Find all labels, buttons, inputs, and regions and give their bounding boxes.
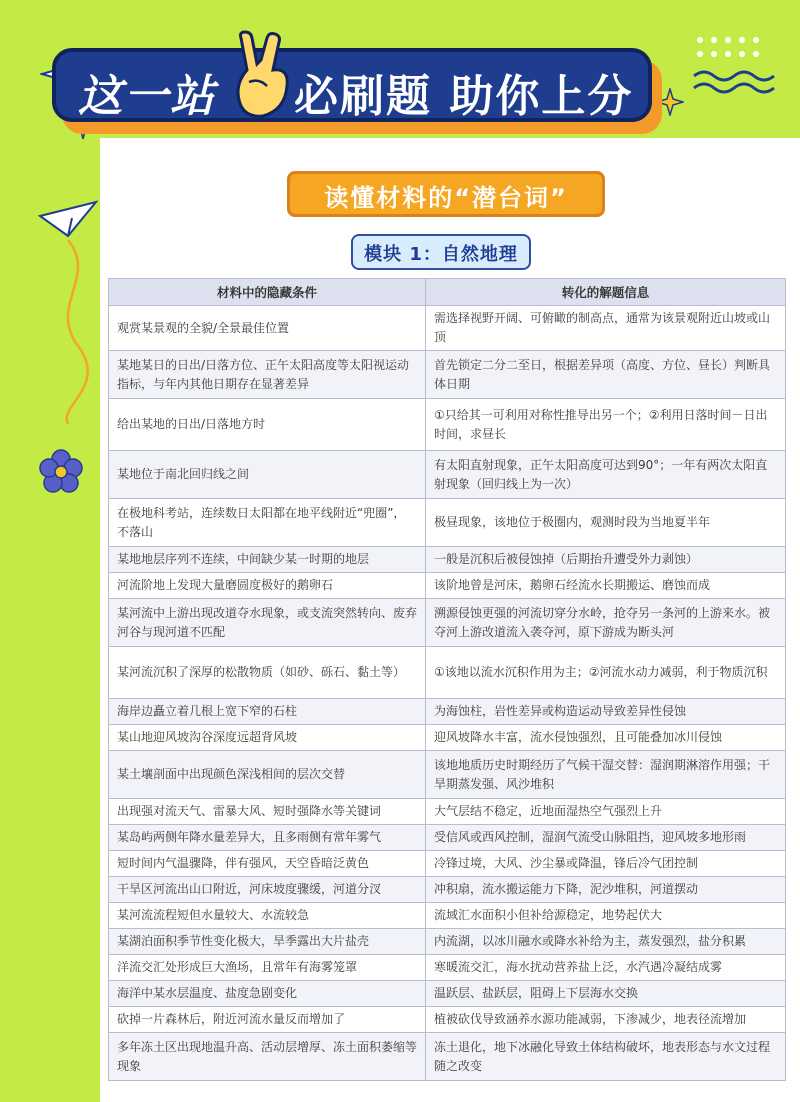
hidden-condition-cell: 河流阶地上发现大量磨圆度极好的鹅卵石 [109, 573, 426, 599]
solution-info-cell: 大气层结不稳定，近地面湿热空气强烈上升 [426, 799, 786, 825]
table-row [109, 799, 786, 825]
solution-info-cell: 受信风或西风控制，湿润气流受山脉阻挡，迎风坡多地形雨 [426, 825, 786, 851]
solution-info-cell: ①只给其一可利用对称性推导出另一个；②利用日落时间－日出时间，求昼长 [426, 399, 786, 451]
hidden-condition-cell: 海洋中某水层温度、盐度急剧变化 [109, 981, 426, 1007]
hidden-condition-cell: 某河流沉积了深厚的松散物质（如砂、砾石、黏土等） [109, 647, 426, 699]
solution-info-cell: 植被砍伐导致涵养水源功能减弱，下渗减少，地表径流增加 [426, 1007, 786, 1033]
table-row [109, 573, 786, 599]
table-row [109, 306, 786, 351]
table-row [109, 547, 786, 573]
module-label: 模块 1：自然地理 [364, 244, 518, 265]
hidden-condition-cell: 出现强对流天气、雷暴大风、短时强降水等关键词 [109, 799, 426, 825]
hidden-condition-cell: 干旱区河流出山口附近，河床坡度骤缓，河道分汊 [109, 877, 426, 903]
solution-info-cell: 溯源侵蚀更强的河流切穿分水岭，抢夺另一条河的上游来水。被夺河上游改道流入袭夺河，原下游成为断头河 [426, 599, 786, 647]
solution-info-cell: 寒暖流交汇，海水扰动营养盐上泛，水汽遇冷凝结成雾 [426, 955, 786, 981]
hidden-condition-cell: 多年冻土区出现地温升高、活动层增厚、冻土面积萎缩等现象 [109, 1033, 426, 1081]
module-label-box [351, 234, 531, 270]
solution-info-cell: 冲积扇，流水搬运能力下降，泥沙堆积，河道摆动 [426, 877, 786, 903]
table-row [109, 647, 786, 699]
banner-title-part1: 这一站 [78, 71, 216, 122]
solution-info-cell: 为海蚀柱，岩性差异或构造运动导致差异性侵蚀 [426, 699, 786, 725]
header-banner [52, 48, 664, 136]
hand-gesture-icon [227, 30, 297, 122]
hidden-condition-cell: 某地某日的日出/日落方位、正午太阳高度等太阳视运动指标，与年内其他日期存在显著差异 [109, 351, 426, 399]
hidden-condition-cell: 某岛屿两侧年降水量差异大，且多雨侧有常年雾气 [109, 825, 426, 851]
hidden-condition-cell: 某湖泊面积季节性变化极大，旱季露出大片盐壳 [109, 929, 426, 955]
solution-info-cell: 冻土退化，地下冰融化导致土体结构破坏，地表形态与水文过程随之改变 [426, 1033, 786, 1081]
paper-plane-icon [38, 196, 98, 426]
solution-info-cell: 首先锁定二分二至日，根据差异项（高度、方位、昼长）判断具体日期 [426, 351, 786, 399]
table-row [109, 725, 786, 751]
solution-info-cell: 冷锋过境，大风、沙尘暴或降温，锋后冷气团控制 [426, 851, 786, 877]
solution-info-cell: 需选择视野开阔、可俯瞰的制高点，通常为该景观附近山坡或山顶 [426, 306, 786, 351]
hidden-condition-cell: 给出某地的日出/日落地方时 [109, 399, 426, 451]
table-row [109, 399, 786, 451]
section-title-box [287, 171, 605, 217]
solution-info-cell: 有太阳直射现象，正午太阳高度可达到90°；一年有两次太阳直射现象（回归线上为一次） [426, 451, 786, 499]
table-row [109, 1007, 786, 1033]
section-title: 读懂材料的“潜台词” [324, 184, 568, 212]
hidden-condition-cell: 在极地科考站，连续数日太阳都在地平线附近“兜圈”，不落山 [109, 499, 426, 547]
conditions-table [108, 278, 786, 1081]
solution-info-cell: 温跃层、盐跃层，阻碍上下层海水交换 [426, 981, 786, 1007]
solution-info-cell: ①该地以流水沉积作用为主；②河流水动力减弱，利于物质沉积 [426, 647, 786, 699]
wave-decoration [690, 66, 790, 96]
solution-info-cell: 极昼现象，该地位于极圈内，观测时段为当地夏半年 [426, 499, 786, 547]
flower-icon [36, 447, 86, 497]
hidden-condition-cell: 观赏某景观的全貌/全景最佳位置 [109, 306, 426, 351]
table-row [109, 877, 786, 903]
table-row [109, 1033, 786, 1081]
hidden-condition-cell: 某土壤剖面中出现颜色深浅相间的层次交替 [109, 751, 426, 799]
table-row [109, 499, 786, 547]
column-header: 转化的解题信息 [426, 279, 786, 306]
hidden-condition-cell: 某河流流程短但水量较大、水流较急 [109, 903, 426, 929]
solution-info-cell: 该阶地曾是河床，鹅卵石经流水长期搬运、磨蚀而成 [426, 573, 786, 599]
table-header-row [109, 279, 786, 306]
solution-info-cell: 内流湖，以冰川融水或降水补给为主，蒸发强烈，盐分积累 [426, 929, 786, 955]
hidden-condition-cell: 海岸边矗立着几根上宽下窄的石柱 [109, 699, 426, 725]
hidden-condition-cell: 砍掉一片森林后，附近河流水量反而增加了 [109, 1007, 426, 1033]
hidden-condition-cell: 某地位于南北回归线之间 [109, 451, 426, 499]
solution-info-cell: 该地地质历史时期经历了气候干湿交替：湿润期淋溶作用强；干旱期蒸发强、风沙堆积 [426, 751, 786, 799]
solution-info-cell: 一般是沉积后被侵蚀掉（后期抬升遭受外力剥蚀） [426, 547, 786, 573]
table-row [109, 903, 786, 929]
table-row [109, 929, 786, 955]
table-row [109, 981, 786, 1007]
column-header: 材料中的隐藏条件 [109, 279, 426, 306]
table-row [109, 751, 786, 799]
dots-decoration [690, 30, 790, 70]
banner-title-part2: 必刷题 助你上分 [294, 71, 634, 122]
table-row [109, 825, 786, 851]
hidden-condition-cell: 洋流交汇处形成巨大渔场，且常年有海雾笼罩 [109, 955, 426, 981]
banner-body [52, 48, 652, 122]
table-row [109, 699, 786, 725]
table-row [109, 351, 786, 399]
hidden-condition-cell: 某山地迎风坡沟谷深度远超背风坡 [109, 725, 426, 751]
table-row [109, 451, 786, 499]
solution-info-cell: 流域汇水面积小但补给源稳定，地势起伏大 [426, 903, 786, 929]
hidden-condition-cell: 某地地层序列不连续，中间缺少某一时期的地层 [109, 547, 426, 573]
solution-info-cell: 迎风坡降水丰富，流水侵蚀强烈，且可能叠加冰川侵蚀 [426, 725, 786, 751]
table-row [109, 851, 786, 877]
table-row [109, 599, 786, 647]
table-row [109, 955, 786, 981]
hidden-condition-cell: 某河流中上游出现改道夺水现象，或支流突然转向、废弃河谷与现河道不匹配 [109, 599, 426, 647]
hidden-condition-cell: 短时间内气温骤降，伴有强风，天空昏暗泛黄色 [109, 851, 426, 877]
